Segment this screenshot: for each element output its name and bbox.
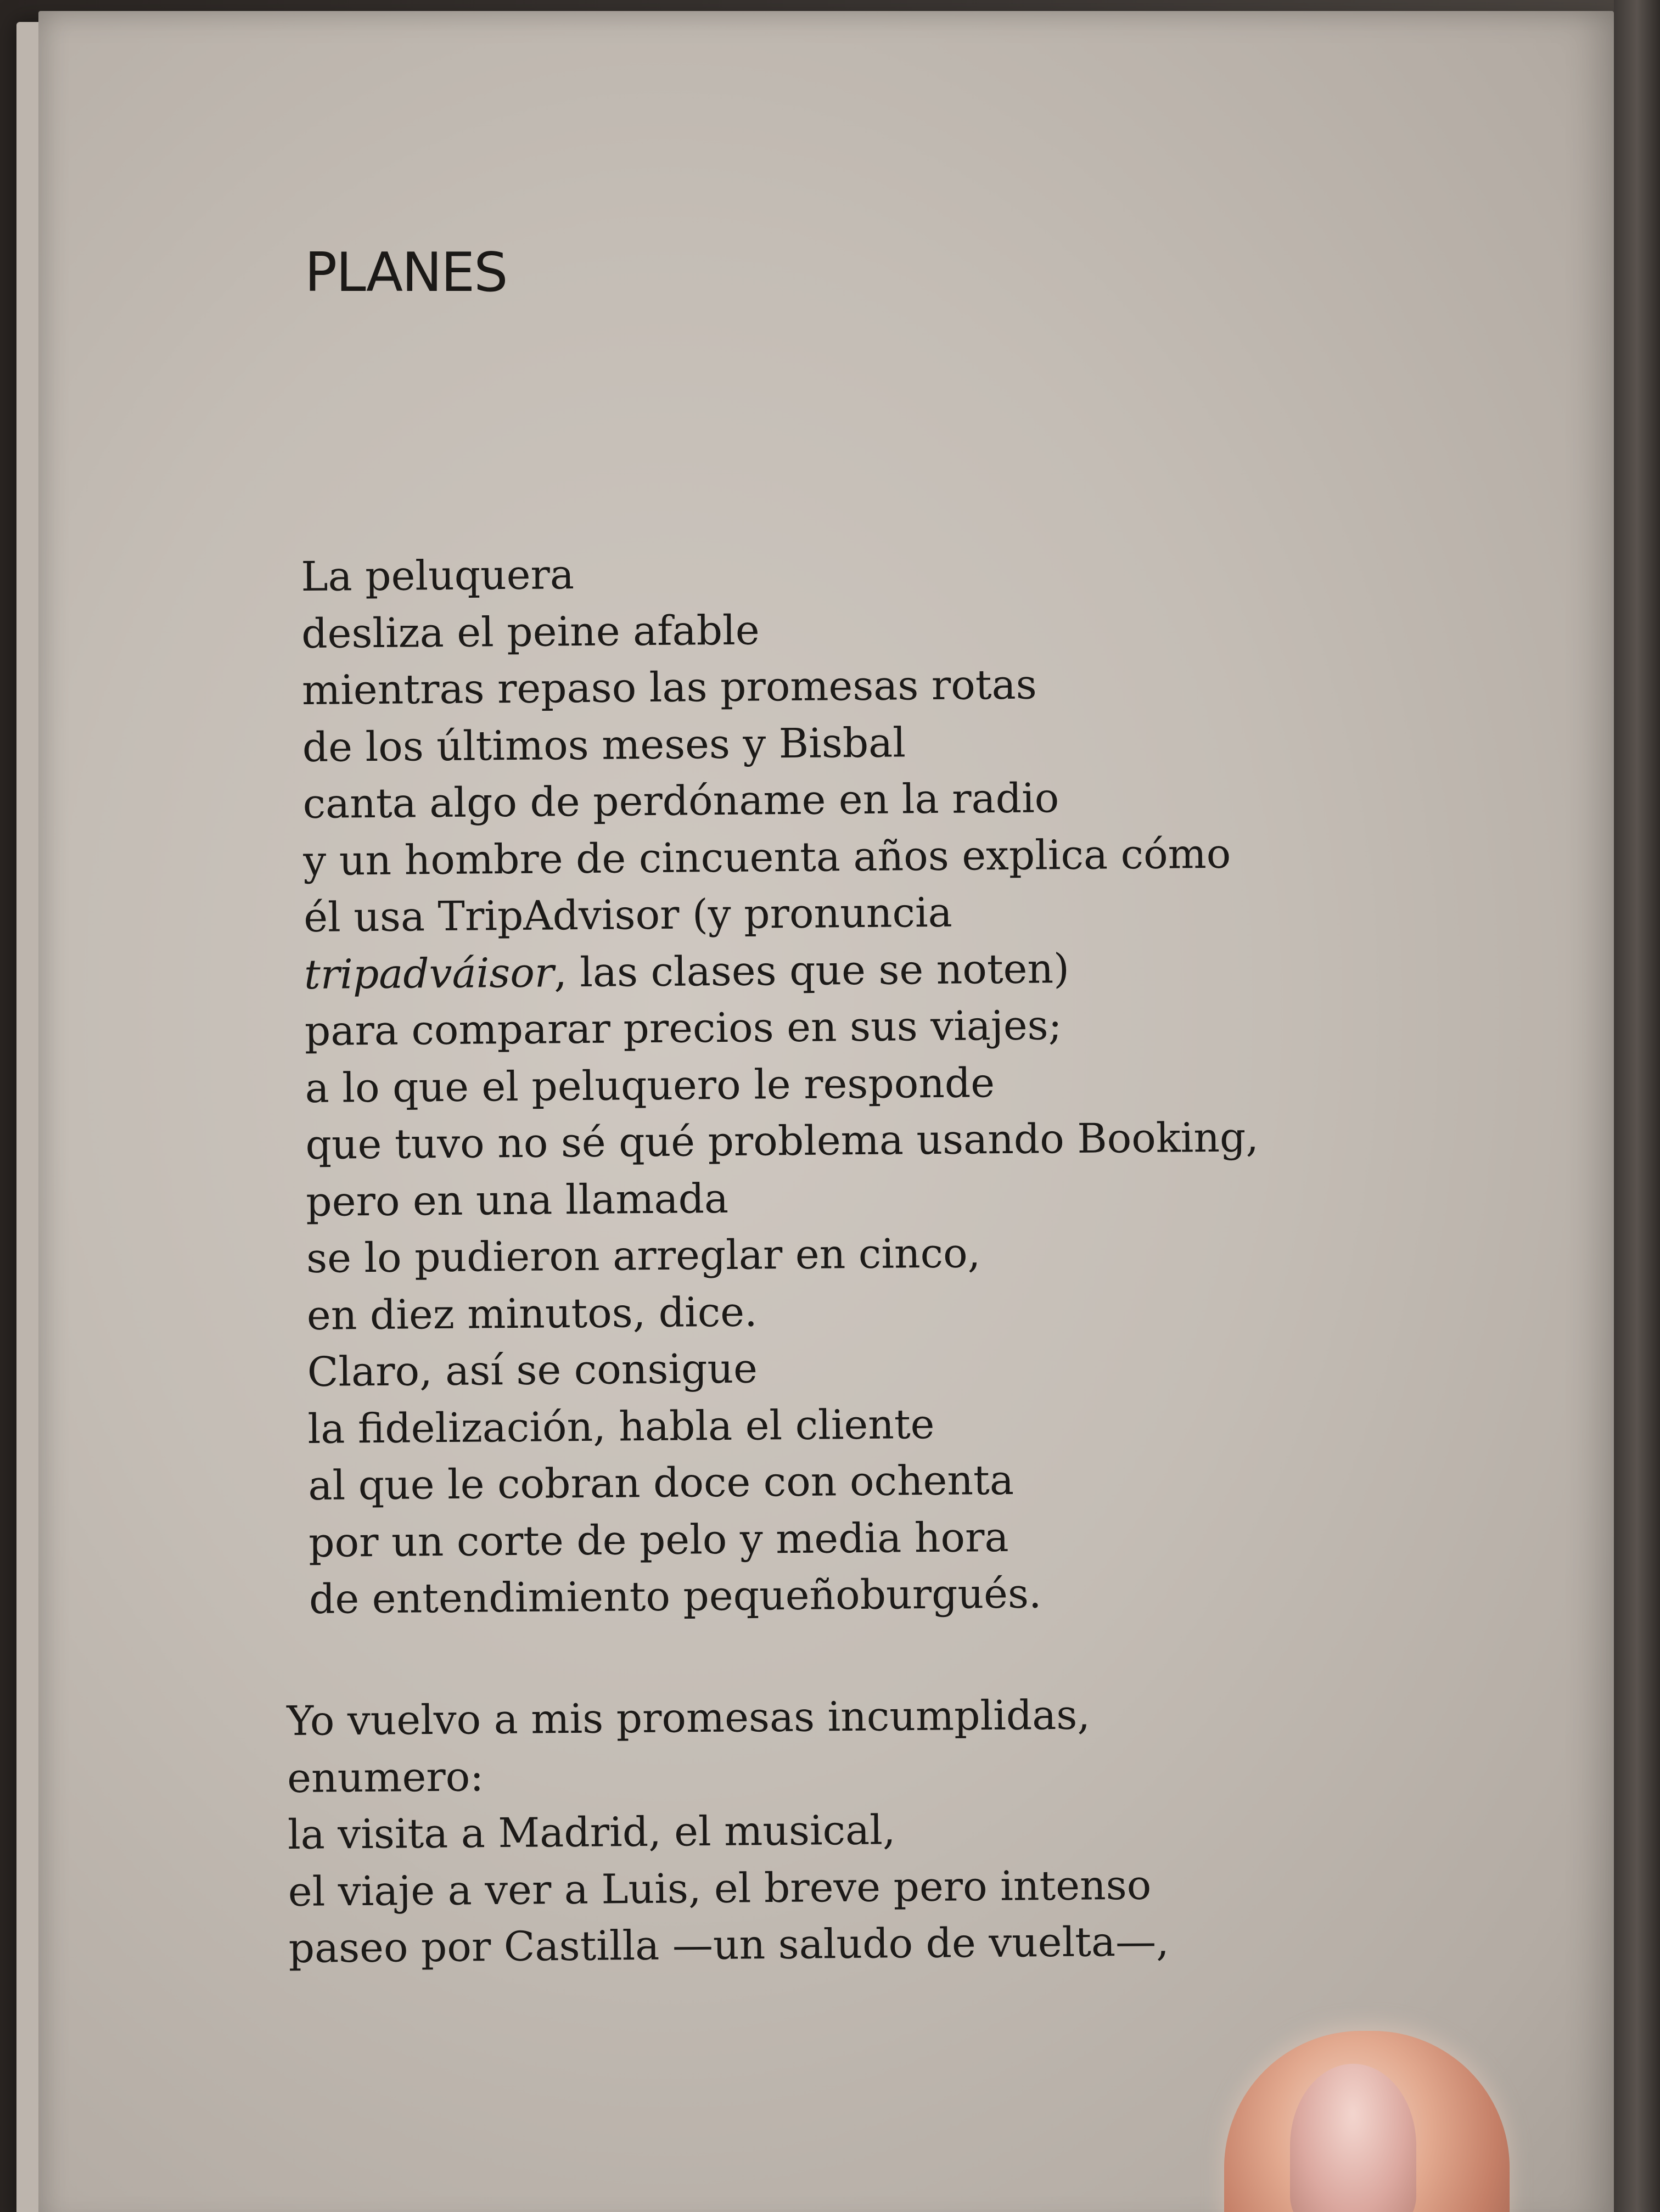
poem-line: que tuvo no sé qué problema usando Booking, bbox=[305, 1114, 1259, 1169]
poem-line: por un corte de pelo y media hora bbox=[308, 1513, 1009, 1567]
poem-line: la visita a Madrid, el musical, bbox=[287, 1806, 896, 1859]
poem-stanza-1 bbox=[301, 541, 1263, 1628]
poem-line: el viaje a ver a Luis, el breve pero intenso bbox=[288, 1861, 1152, 1916]
poem-line: desliza el peine afable bbox=[301, 606, 760, 658]
book-edge bbox=[1614, 0, 1660, 2212]
poem-stanza-2 bbox=[287, 1686, 1169, 1977]
poem-line: la fidelización, habla el cliente bbox=[307, 1400, 935, 1453]
poem-line: Yo vuelvo a mis promesas incumplidas, bbox=[287, 1691, 1091, 1745]
poem-line: y un hombre de cincuenta años explica cómo bbox=[303, 830, 1231, 885]
poem-line: Claro, así se consigue bbox=[307, 1345, 758, 1396]
line-rest: , las clases que se noten) bbox=[553, 945, 1070, 996]
poem-line: en diez minutos, dice. bbox=[306, 1288, 758, 1339]
poem-line: de entendimiento pequeñoburgués. bbox=[309, 1570, 1042, 1623]
poem-line: a lo que el peluquero le responde bbox=[305, 1059, 995, 1112]
poem-line: canta algo de perdóname en la radio bbox=[302, 774, 1059, 828]
poem-line: él usa TripAdvisor (y pronuncia bbox=[303, 889, 953, 941]
poem-line: La peluquera bbox=[301, 551, 575, 600]
poem-line: de los últimos meses y Bisbal bbox=[302, 718, 906, 771]
poem-line: paseo por Castilla —un saludo de vuelta—, bbox=[288, 1918, 1169, 1972]
poem-line: se lo pudieron arreglar en cinco, bbox=[306, 1229, 981, 1282]
poem-line: al que le cobran doce con ochenta bbox=[308, 1456, 1014, 1509]
poem-line: pero en una llamada bbox=[306, 1175, 729, 1226]
poem-title: PLANES bbox=[305, 242, 507, 304]
italic-word: tripadváisor bbox=[304, 948, 554, 998]
poem-line: mientras repaso las promesas rotas bbox=[301, 661, 1037, 714]
poem-line-mixed bbox=[304, 939, 1258, 1003]
poem-line: enumero: bbox=[287, 1753, 484, 1802]
poem-line: para comparar precios en sus viajes; bbox=[304, 1002, 1062, 1055]
